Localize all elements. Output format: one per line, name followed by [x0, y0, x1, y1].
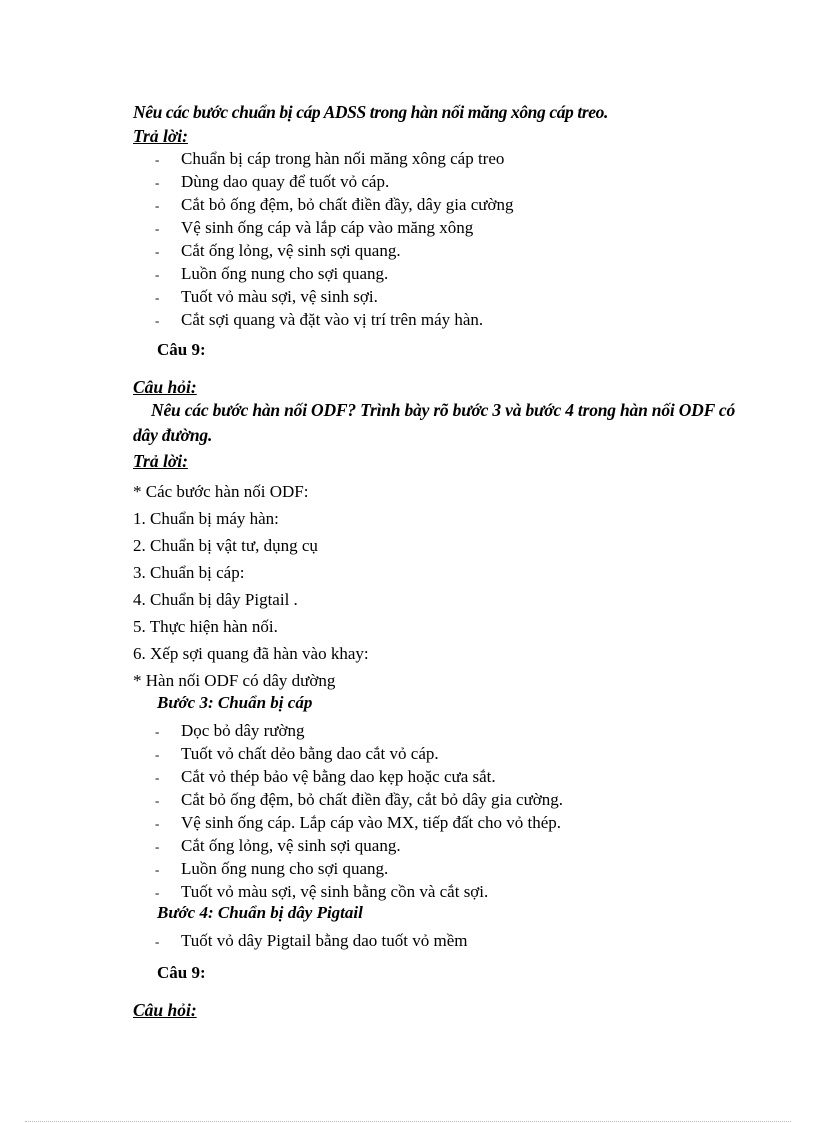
question-1-title: Nêu các bước chuẩn bị cáp ADSS trong hàn nối măng xông cáp treo.	[133, 102, 608, 122]
question-1-answer-list	[155, 147, 513, 331]
list-item: - Cắt vỏ thép bảo vệ bằng dao kẹp hoặc cưa sắt.	[155, 765, 563, 788]
question-number: Câu 9:	[157, 963, 206, 982]
step-4-heading: Bước 4: Chuẩn bị dây Pigtail	[157, 903, 363, 922]
list-item: - Luồn ống nung cho sợi quang.	[155, 262, 513, 285]
list-item: 4. Chuẩn bị dây Pigtail .	[133, 590, 298, 609]
question-number: Câu 9:	[157, 340, 206, 359]
bullet-dash: -	[155, 793, 160, 808]
list-item: - Dọc bỏ dây rường	[155, 719, 563, 742]
list-item: - Dùng dao quay để tuốt vỏ cáp.	[155, 170, 513, 193]
bullet-dash: -	[155, 816, 160, 831]
list-item: - Cắt ống lỏng, vệ sinh sợi quang.	[155, 239, 513, 262]
list-item: - Cắt bỏ ống đệm, bỏ chất điền đầy, cắt bỏ dây gia cường.	[155, 788, 563, 811]
list-item: 5. Thực hiện hàn nối.	[133, 617, 278, 636]
list-item: 1. Chuẩn bị máy hàn:	[133, 509, 279, 528]
list-item: - Vệ sinh ống cáp và lắp cáp vào măng xông	[155, 216, 513, 239]
answer-label-1: Trả lời:	[133, 126, 188, 146]
list-item: - Cắt bỏ ống đệm, bỏ chất điền đầy, dây gia cường	[155, 193, 513, 216]
list-item: - Cắt ống lỏng, vệ sinh sợi quang.	[155, 834, 563, 857]
bullet-dash: -	[155, 221, 160, 236]
list-item: * Hàn nối ODF có dây dường	[133, 671, 336, 690]
list-item: * Các bước hàn nối ODF:	[133, 482, 309, 501]
bullet-dash: -	[155, 267, 160, 282]
bullet-dash: -	[155, 862, 160, 877]
list-item: - Tuốt vỏ màu sợi, vệ sinh bằng cồn và cắt sợi.	[155, 880, 563, 903]
list-item: 2. Chuẩn bị vật tư, dụng cụ	[133, 536, 318, 555]
bullet-dash: -	[155, 839, 160, 854]
list-item: - Tuốt vỏ màu sợi, vệ sinh sợi.	[155, 285, 513, 308]
bullet-dash: -	[155, 770, 160, 785]
list-item: - Vệ sinh ống cáp. Lắp cáp vào MX, tiếp đất cho vỏ thép.	[155, 811, 563, 834]
answer-label-2: Trả lời:	[133, 451, 188, 471]
question-label: Câu hỏi:	[133, 1000, 197, 1020]
step-3-list	[155, 719, 563, 903]
list-item: - Tuốt vỏ dây Pigtail bằng dao tuốt vỏ mềm	[155, 929, 467, 952]
bullet-dash: -	[155, 724, 160, 739]
question-2-step-list	[133, 478, 369, 694]
bullet-dash: -	[155, 244, 160, 259]
bullet-dash: -	[155, 934, 160, 949]
bullet-dash: -	[155, 747, 160, 762]
page-bottom-rule	[25, 1121, 791, 1122]
step-3-heading: Bước 3: Chuẩn bị cáp	[157, 693, 313, 712]
list-item: - Cắt sợi quang và đặt vào vị trí trên máy hàn.	[155, 308, 513, 331]
bullet-dash: -	[155, 198, 160, 213]
list-item: - Tuốt vỏ chất dẻo bằng dao cắt vỏ cáp.	[155, 742, 563, 765]
list-item: - Chuẩn bị cáp trong hàn nối măng xông cáp treo	[155, 147, 513, 170]
question-label: Câu hỏi:	[133, 377, 197, 397]
bullet-dash: -	[155, 313, 160, 328]
bullet-dash: -	[155, 152, 160, 167]
list-item: 3. Chuẩn bị cáp:	[133, 563, 245, 582]
list-item: - Luồn ống nung cho sợi quang.	[155, 857, 563, 880]
step-4-list	[155, 929, 467, 952]
bullet-dash: -	[155, 885, 160, 900]
bullet-dash: -	[155, 175, 160, 190]
list-item: 6. Xếp sợi quang đã hàn vào khay:	[133, 644, 369, 663]
question-2-text: Nêu các bước hàn nối ODF? Trình bày rõ bước 3 và bước 4 trong hàn nối ODF có dây đường.	[133, 400, 736, 445]
bullet-dash: -	[155, 290, 160, 305]
